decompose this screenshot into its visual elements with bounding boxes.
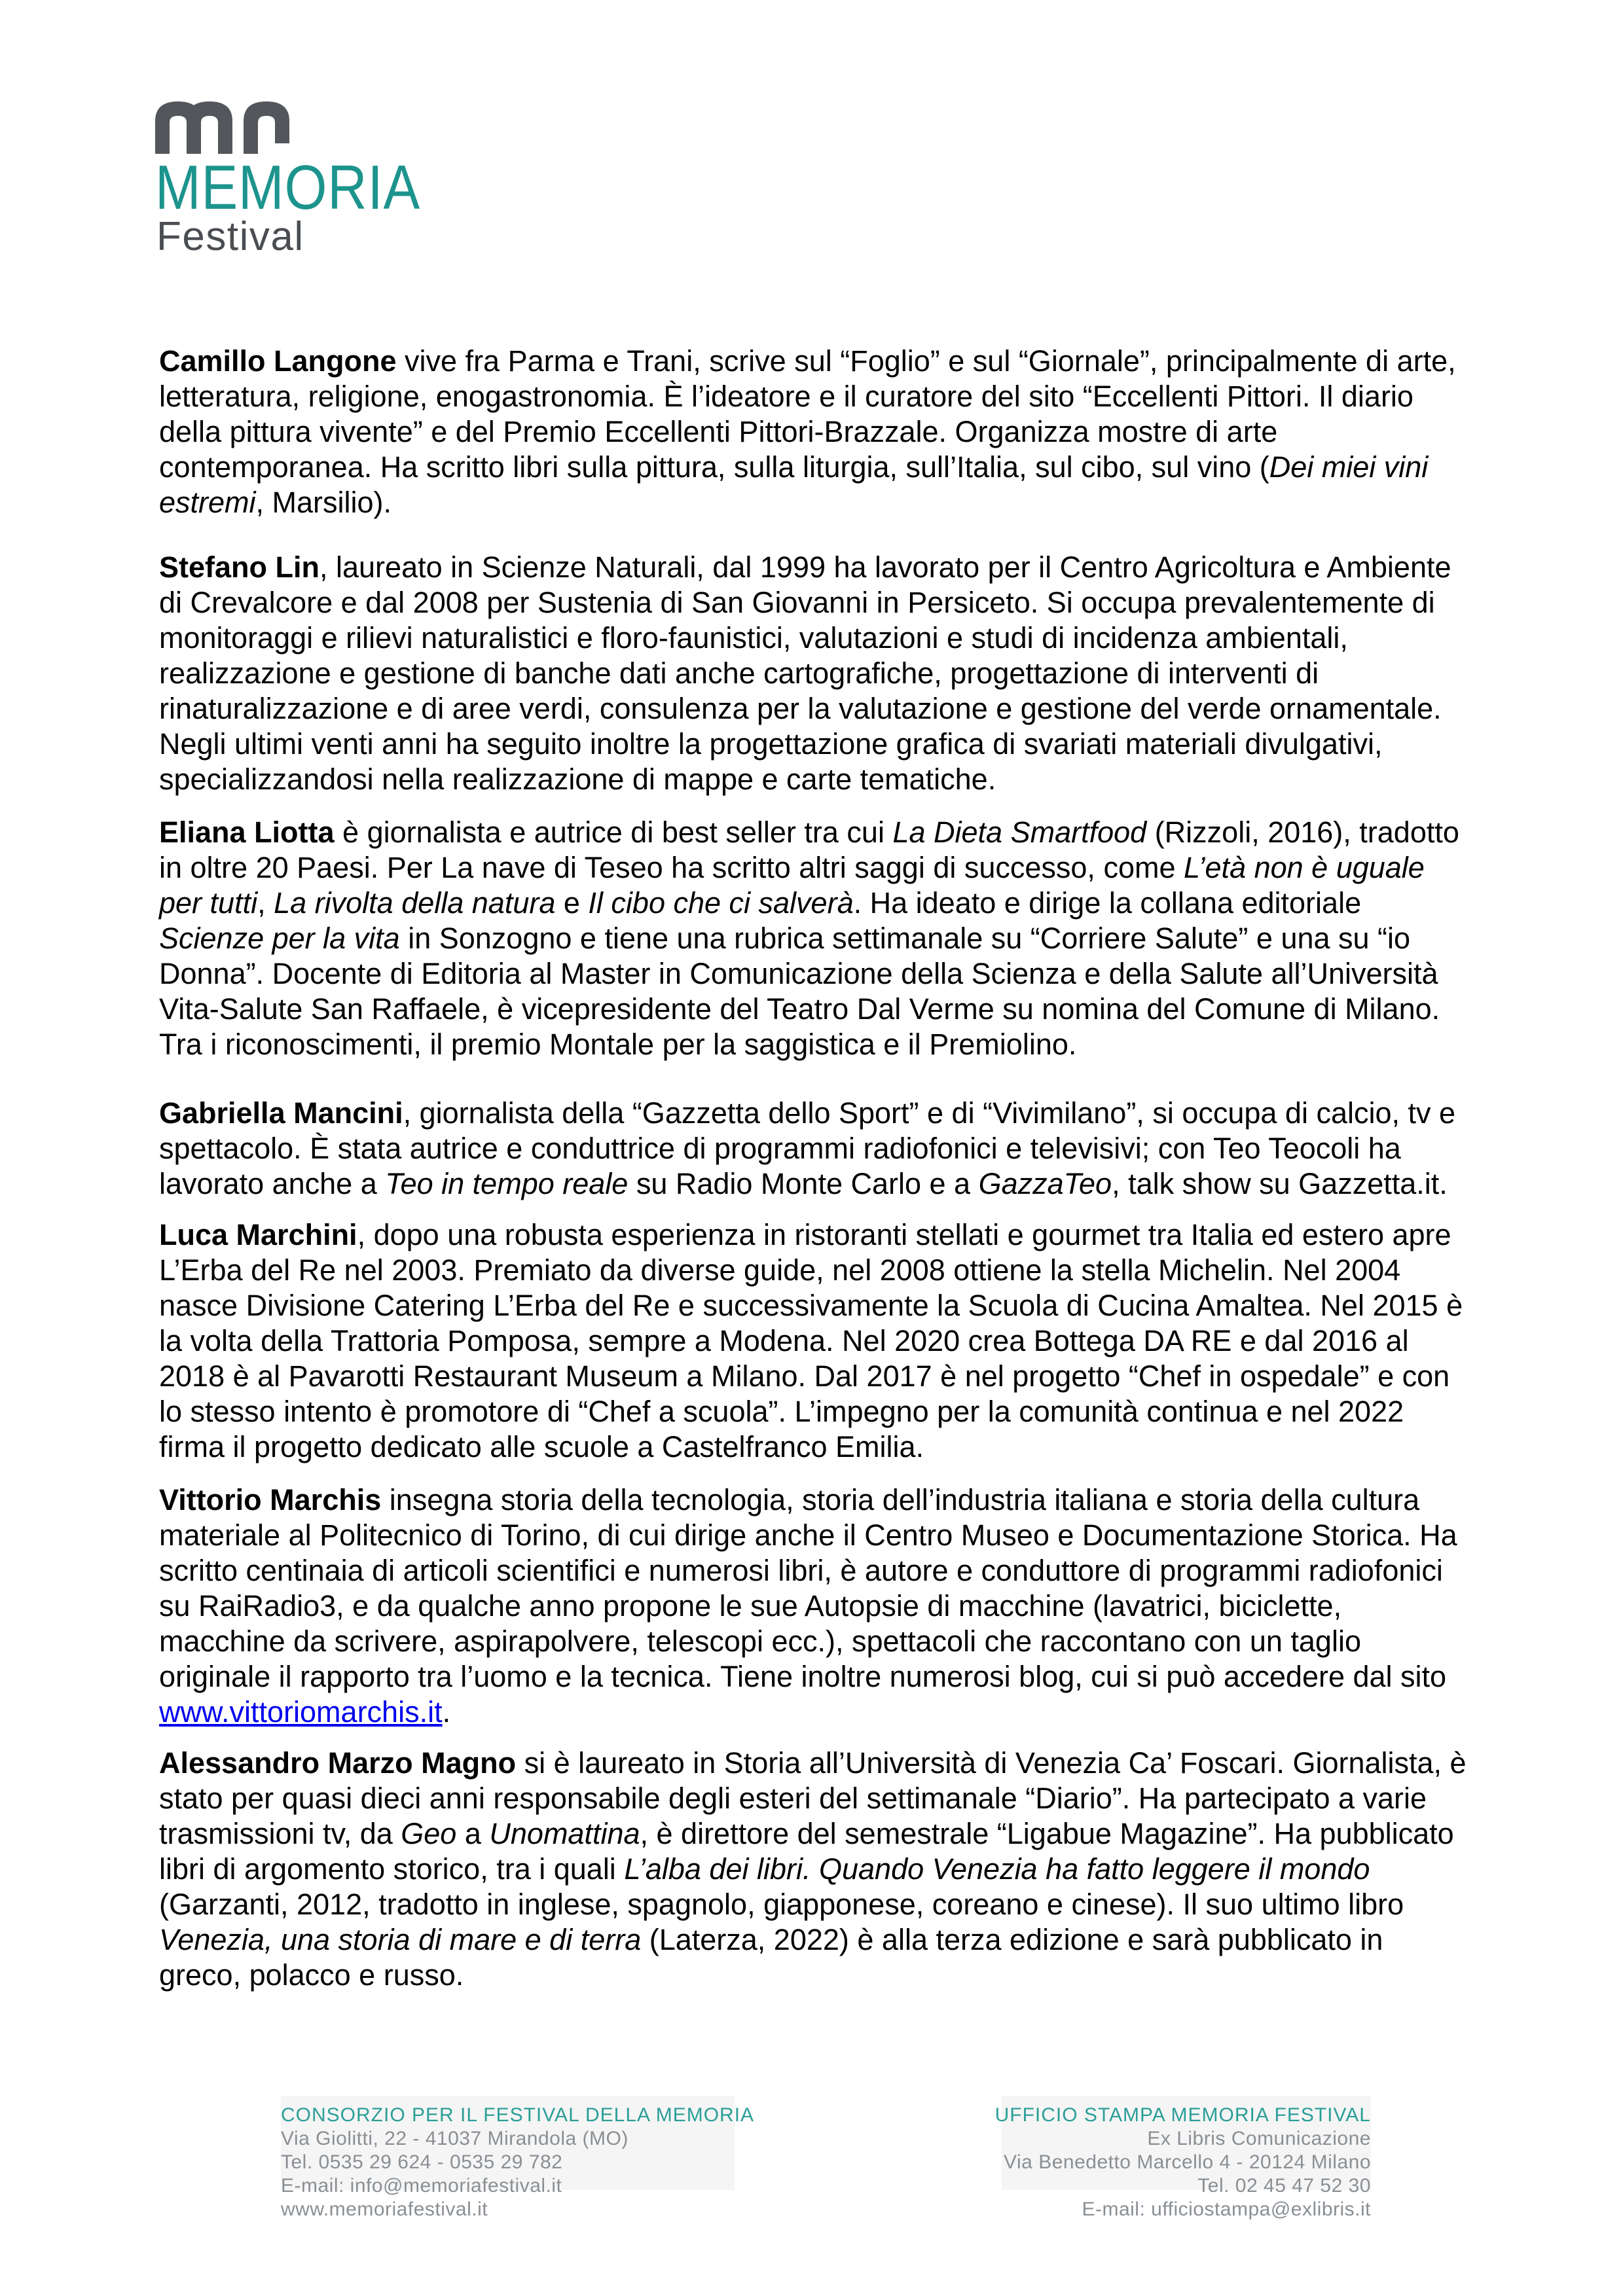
footer-consorzio-heading: CONSORZIO PER IL FESTIVAL DELLA MEMORIA xyxy=(281,2104,755,2126)
footer-line: www.memoriafestival.it xyxy=(281,2198,488,2220)
footer-line: E-mail: ufficiostampa@exlibris.it xyxy=(1082,2198,1371,2220)
bio-text-segment: La Dieta Smartfood xyxy=(892,816,1147,849)
bio-text-segment: vive fra Parma e Trani, scrive sul “Foglio” e sul “Giornale”, principalmente di arte, letteratura, religione, enogastronomia. È l’ideatore e il curatore del sito “Eccellenti Pittori. Il diario della pittura vivente” e del Premio Eccellenti Pittori-Brazzale. Organizza mostre di arte contemporanea. Ha scritto libri sulla pittura, sulla liturgia, sull’Italia, sul cibo, sul vino ( xyxy=(159,344,1456,484)
bio-text-segment: Stefano Lin xyxy=(159,550,319,584)
bio-paragraph xyxy=(159,1217,1472,1465)
bio-text-segment: a xyxy=(456,1817,490,1850)
bio-text-segment: è giornalista e autrice di best seller tra cui xyxy=(334,816,893,849)
bio-section xyxy=(159,344,1472,2013)
bio-text-segment: , dopo una robusta esperienza in ristoranti stellati e gourmet tra Italia ed estero apre L’Erba del Re nel 2003. Premiato da diverse guide, nel 2008 ottiene la stella Michelin. Nel 2004 nasce Divisione Catering L’Erba del Re e successivamente la Scuola di Cucina Amaltea. Nel 2015 è la volta della Trattoria Pomposa, sempre a Modena. Nel 2020 crea Bottega DA RE e dal 2016 al 2018 è al Pavarotti Restaurant Museum a Milano. Dal 2017 è nel progetto “Chef in ospedale” e con lo stesso intento è promotore di “Chef a scuola”. L’impegno per la comunità continua e nel 2022 firma il progetto dedicato alle scuole a Castelfranco Emilia. xyxy=(159,1218,1463,1463)
footer-line: Tel. 0535 29 624 - 0535 29 782 xyxy=(281,2151,563,2173)
footer-ufficio-stampa-column xyxy=(995,2104,1371,2221)
bio-text-segment: Venezia, una storia di mare e di terra xyxy=(159,1923,642,1956)
footer-line: E-mail: info@memoriafestival.it xyxy=(281,2175,562,2197)
bio-text-segment: su Radio Monte Carlo e a xyxy=(628,1167,979,1200)
bio-text-segment: L’alba dei libri. Quando Venezia ha fatto leggere il mondo xyxy=(624,1852,1370,1886)
footer-line: Via Giolitti, 22 - 41037 Mirandola (MO) xyxy=(281,2128,629,2149)
memoria-festival-logo xyxy=(155,101,496,265)
footer-consorzio-column xyxy=(281,2104,754,2221)
bio-text-segment: , xyxy=(257,886,274,920)
bio-text-segment: , talk show su Gazzetta.it. xyxy=(1112,1167,1448,1200)
footer-line: Ex Libris Comunicazione xyxy=(1147,2128,1371,2149)
bio-text-segment: Vittorio Marchis xyxy=(159,1483,382,1516)
bio-text-segment: Teo in tempo reale xyxy=(385,1167,629,1200)
bio-text-segment: (Rizzoli, 2016), tradotto in oltre 20 Paesi. Per La nave di Teseo ha scritto altri saggi di successo, come xyxy=(159,816,1459,884)
bio-text-segment: L’età non è uguale per tutti xyxy=(159,851,1425,920)
bio-text-segment: Geo xyxy=(401,1817,457,1850)
bio-paragraph xyxy=(159,344,1472,520)
aqueduct-arches-icon xyxy=(155,101,289,154)
footer-line: Via Benedetto Marcello 4 - 20124 Milano xyxy=(1004,2151,1371,2173)
bio-paragraph xyxy=(159,815,1472,1062)
bio-text-segment: Unomattina xyxy=(489,1817,640,1850)
bio-text-segment: Camillo Langone xyxy=(159,344,397,378)
bio-text-segment: Luca Marchini xyxy=(159,1218,357,1251)
bio-text-segment: La rivolta della natura xyxy=(274,886,556,920)
bio-text-segment: , giornalista della “Gazzetta dello Sport” e di “Vivimilano”, si occupa di calcio, tv e spettacolo. È stata autrice e conduttrice di programmi radiofonici e televisivi; con Teo Teocoli ha lavorato anche a xyxy=(159,1096,1456,1200)
bio-text-segment: Scienze per la vita xyxy=(159,922,400,955)
bio-text-segment: . xyxy=(442,1695,451,1729)
bio-text-segment: . Ha ideato e dirige la collana editoriale xyxy=(853,886,1362,920)
bio-text-segment: GazzaTeo xyxy=(978,1167,1112,1200)
footer-consorzio-lines xyxy=(281,2127,754,2221)
bio-text-segment: Alessandro Marzo Magno xyxy=(159,1746,517,1780)
bio-text-segment: (Laterza, 2022) è alla terza edizione e sarà pubblicato in greco, polacco e russo. xyxy=(159,1923,1383,1992)
vittoriomarchis-link[interactable]: www.vittoriomarchis.it xyxy=(159,1695,443,1729)
bio-paragraph xyxy=(159,1746,1472,1993)
bio-text-segment: Il cibo che ci salverà xyxy=(588,886,854,920)
bio-text-segment: Eliana Liotta xyxy=(159,816,335,849)
bio-paragraph xyxy=(159,1096,1472,1202)
logo-wordmark: MEMORIA xyxy=(155,152,421,223)
bio-text-segment: Dei miei vini estremi xyxy=(159,450,1429,519)
bio-paragraph xyxy=(159,1482,1472,1730)
bio-text-segment: , è direttore del semestrale “Ligabue Magazine”. Ha pubblicato libri di argomento storico, tra i quali xyxy=(159,1817,1454,1886)
bio-text-segment: (Garzanti, 2012, tradotto in inglese, spagnolo, giapponese, coreano e cinese). Il suo ultimo libro xyxy=(159,1888,1404,1921)
bio-text-segment: insegna storia della tecnologia, storia dell’industria italiana e storia della cultura materiale al Politecnico di Torino, di cui dirige anche il Centro Museo e Documentazione Storica. Ha scritto centinaia di articoli scientifici e numerosi libri, è autore e conduttore di programmi radiofonici su RaiRadio3, e da qualche anno propone le sue Autopsie di macchine (lavatrici, biciclette, macchine da scrivere, aspirapolvere, telescopi ecc.), spettacoli che raccontano con un taglio originale il rapporto tra l’uomo e la tecnica. Tiene inoltre numerosi blog, cui si può accedere dal sito xyxy=(159,1483,1457,1693)
bio-text-segment: Gabriella Mancini xyxy=(159,1096,403,1130)
bio-text-segment: e xyxy=(555,886,589,920)
footer-ufficio-stampa-heading: UFFICIO STAMPA MEMORIA FESTIVAL xyxy=(994,2104,1371,2126)
bio-text-segment: in Sonzogno e tiene una rubrica settimanale su “Corriere Salute” e una su “io Donna”. Docente di Editoria al Master in Comunicazione della Scienza e della Salute all’Università Vita-Salute San Raffaele, è vicepresidente del Teatro Dal Verme su nomina del Comune di Milano. Tra i riconoscimenti, il premio Montale per la saggistica e il Premiolino. xyxy=(159,922,1440,1061)
footer-ufficio-stampa-lines xyxy=(995,2127,1371,2221)
bio-text-segment: si è laureato in Storia all’Università di Venezia Ca’ Foscari. Giornalista, è stato per quasi dieci anni responsabile degli esteri del settimanale “Diario”. Ha partecipato a varie trasmissioni tv, da xyxy=(159,1746,1467,1850)
footer-line: Tel. 02 45 47 52 30 xyxy=(1197,2175,1371,2197)
bio-paragraph xyxy=(159,550,1472,797)
logo-subtitle: Festival xyxy=(156,214,304,259)
bio-text-segment: , laureato in Scienze Naturali, dal 1999 ha lavorato per il Centro Agricoltura e Ambiente di Crevalcore e dal 2008 per Sustenia di San Giovanni in Persiceto. Si occupa prevalentemente di monitoraggi e rilievi naturalistici e floro-faunistici, valutazioni e studi di incidenza ambientali, realizzazione e gestione di banche dati anche cartografiche, progettazione di interventi di rinaturalizzazione e di aree verdi, consulenza per la valutazione e gestione del verde ornamentale. Negli ultimi venti anni ha seguito inoltre la progettazione grafica di svariati materiali divulgativi, specializzandosi nella realizzazione di mappe e carte tematiche. xyxy=(159,550,1451,796)
bio-text-segment: , Marsilio). xyxy=(255,486,392,519)
